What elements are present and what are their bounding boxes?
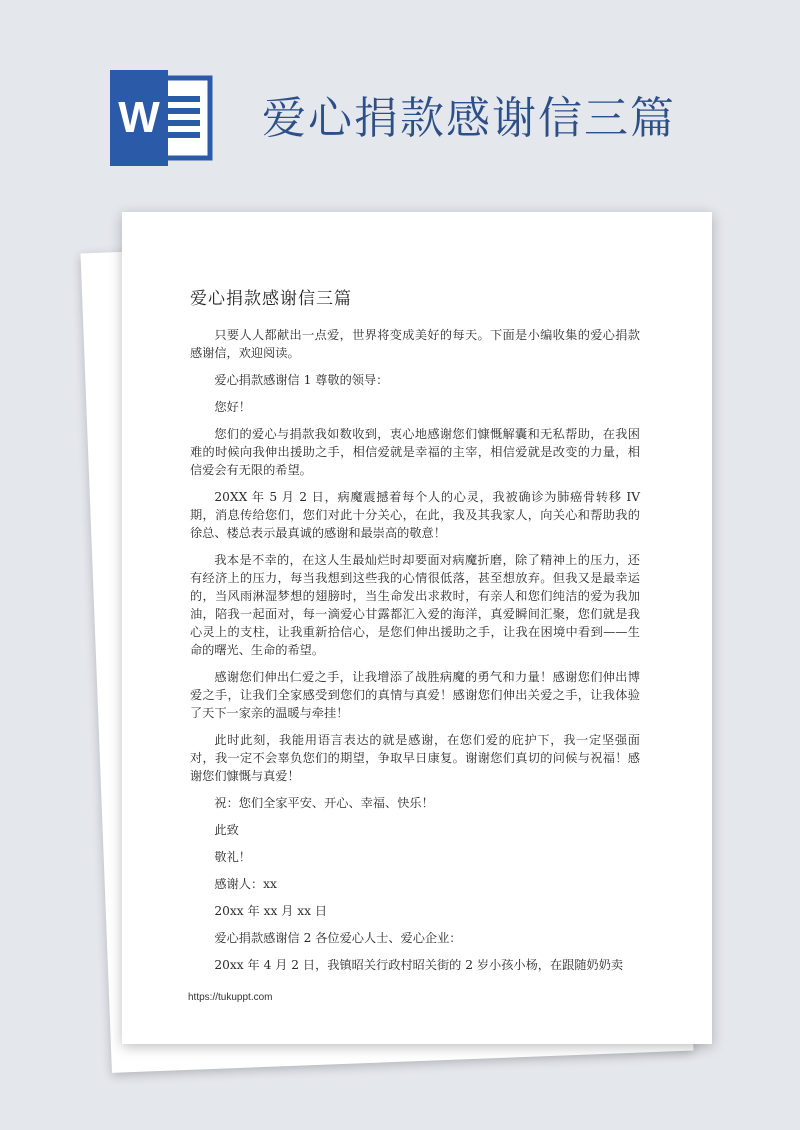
word-logo-letter: W <box>118 93 160 142</box>
date-line: 20xx 年 xx 月 xx 日 <box>214 904 328 918</box>
body-paragraph: 20XX 年 5 月 2 日，病魔震撼着每个人的心灵，我被确诊为肺癌骨转移 IV 期，消息传给您们，您们对此十分关心，在此，我及其我家人，向关心和帮助我的徐总、楼总表示最真诚的感谢和最崇高的敬意！ <box>190 490 640 540</box>
letter1-greeting: 您好！ <box>214 400 251 414</box>
signature-line: 感谢人：xx <box>214 877 277 891</box>
intro-paragraph: 只要人人都献出一点爱，世界将变成美好的每天。下面是小编收集的爱心捐款感谢信，欢迎阅读。 <box>190 328 640 360</box>
document-page <box>122 212 712 1044</box>
document-title: 爱心捐款感谢信三篇 <box>190 289 352 309</box>
body-paragraph: 20xx 年 4 月 2 日，我镇昭关行政村昭关街的 2 岁小孩小杨，在跟随奶奶卖 <box>214 958 624 972</box>
letter1-salutation: 爱心捐款感谢信 1 尊敬的领导： <box>214 373 389 387</box>
word-logo-icon <box>110 70 214 166</box>
document-body <box>190 326 640 983</box>
body-paragraph: 您们的爱心与捐款我如数收到，衷心地感谢您们慷慨解囊和无私帮助，在我困难的时候向我伸出援助之手，相信爱就是幸福的主宰，相信爱就是改变的力量，相信爱会有无限的希望。 <box>190 427 640 477</box>
body-paragraph: 此时此刻，我能用语言表达的就是感谢，在您们爱的庇护下，我一定坚强面对，我一定不会辜负您们的期望，争取早日康复。谢谢您们真切的问候与祝福！感谢您们慷慨与真爱！ <box>190 733 640 783</box>
footer-url: https://tukuppt.com <box>188 992 273 1003</box>
body-paragraph: 我本是不幸的，在这人生最灿烂时却要面对病魔折磨，除了精神上的压力，还有经济上的压力，每当我想到这些我的心情很低落，甚至想放弃。但我又是最幸运的，当风雨淋湿梦想的翅膀时，当生命发出求救时，有亲人和您们纯洁的爱为我加油，陪我一起面对，每一滴爱心甘露都汇入爱的海洋，真爱瞬间汇聚，您们就是我心灵上的支柱，让我重新拾信心，是您们伸出援助之手，让我在困境中看到——生命的曙光、生命的希望。 <box>190 553 640 657</box>
banner-title: 爱心捐款感谢信三篇 <box>262 93 676 144</box>
body-paragraph: 感谢您们伸出仁爱之手，让我增添了战胜病魔的勇气和力量！感谢您们伸出博爱之手，让我们全家感受到您们的真情与真爱！感谢您们伸出关爱之手，让我体验了天下一家亲的温暖与牵挂！ <box>190 670 640 720</box>
closing-line: 敬礼！ <box>214 850 251 864</box>
blessing-line: 祝：您们全家平安、开心、幸福、快乐！ <box>214 796 434 810</box>
letter2-salutation: 爱心捐款感谢信 2 各位爱心人士、爱心企业： <box>214 931 462 945</box>
closing-line: 此致 <box>214 823 239 837</box>
